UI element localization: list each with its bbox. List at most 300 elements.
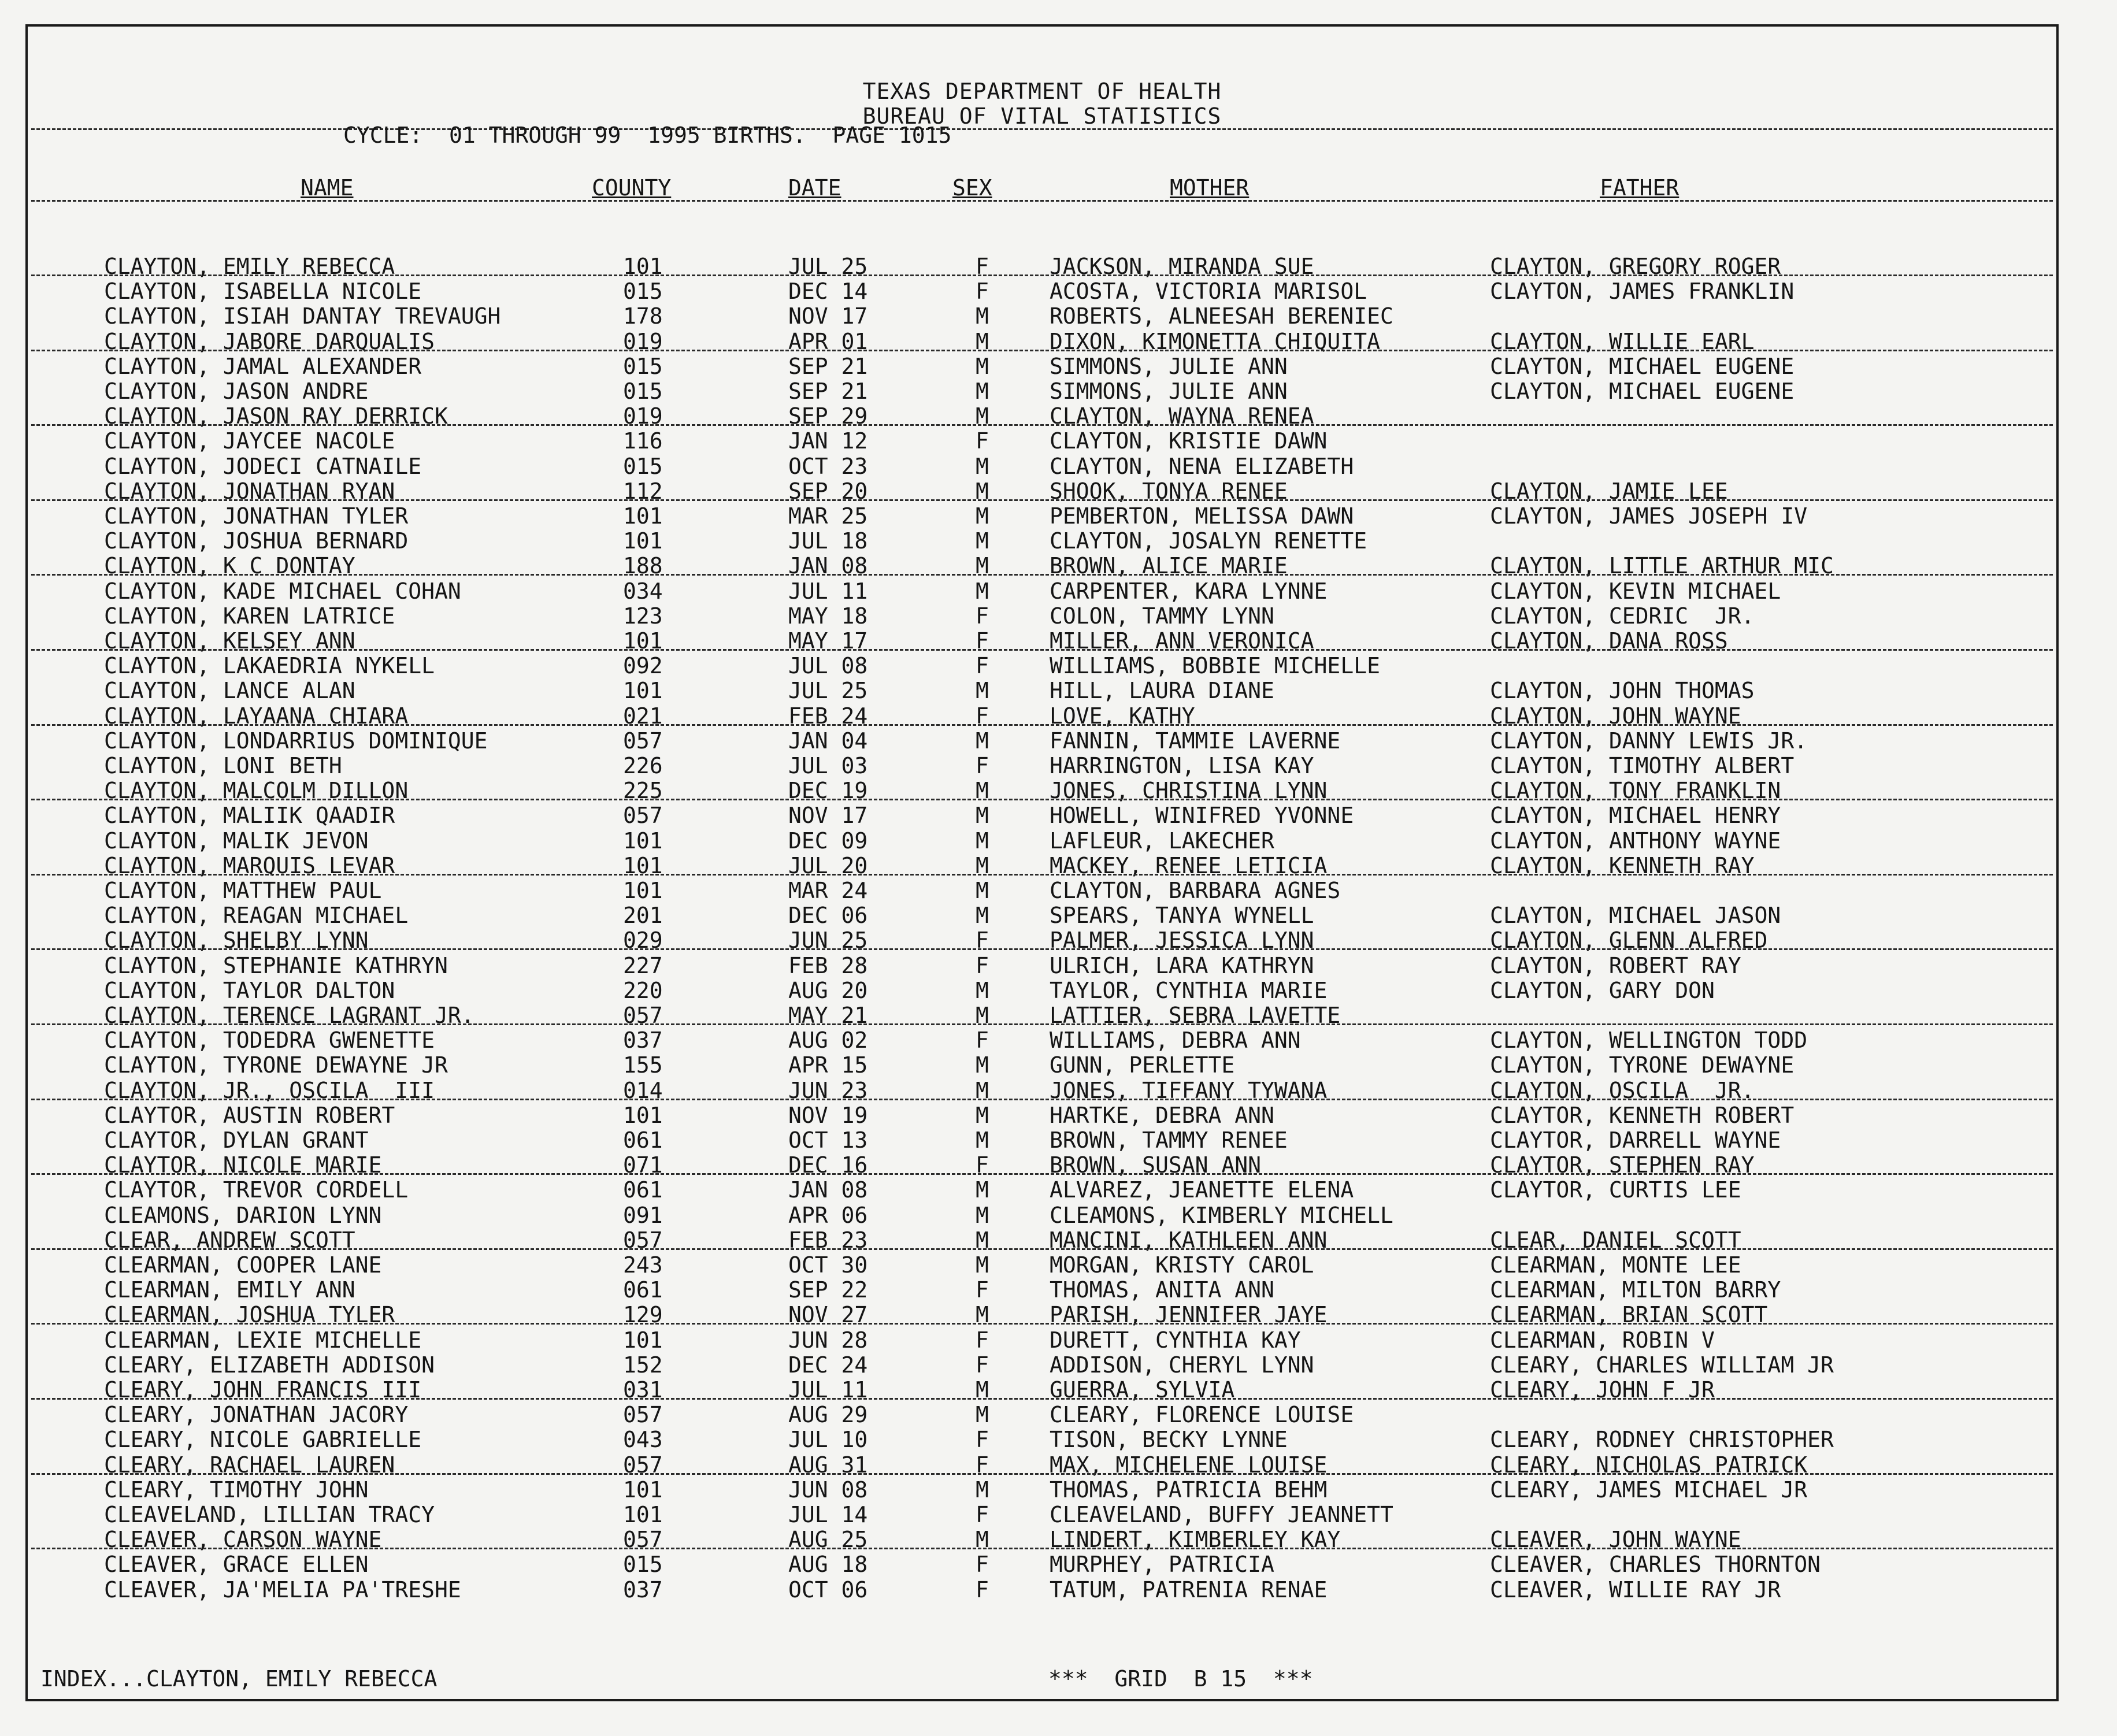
record-county: 057 bbox=[623, 803, 663, 829]
record-county: 155 bbox=[623, 1052, 663, 1078]
record-sex: M bbox=[976, 503, 989, 529]
record-county: 101 bbox=[623, 503, 663, 529]
report-title-line2: BUREAU OF VITAL STATISTICS bbox=[862, 103, 1222, 129]
record-sex: F bbox=[976, 279, 989, 305]
record-name: CLAYTON, LONDARRIUS DOMINIQUE bbox=[104, 728, 488, 754]
record-name: CLAYTON, ISIAH DANTAY TREVAUGH bbox=[104, 303, 501, 329]
record-sex: M bbox=[976, 1202, 989, 1228]
row-divider bbox=[31, 350, 2053, 351]
record-mother: CLAYTON, NENA ELIZABETH bbox=[1050, 453, 1354, 479]
record-date: AUG 02 bbox=[788, 1027, 868, 1054]
record-mother: MANCINI, KATHLEEN ANN bbox=[1050, 1227, 1328, 1253]
record-sex: M bbox=[976, 878, 989, 903]
record-date: DEC 06 bbox=[788, 903, 868, 929]
record-county: 015 bbox=[623, 353, 663, 379]
record-mother: MORGAN, KRISTY CAROL bbox=[1050, 1252, 1314, 1278]
record-sex: M bbox=[976, 303, 989, 329]
record-father: CLEARMAN, MILTON BARRY bbox=[1490, 1277, 1781, 1303]
record-father: CLAYTON, JOHN WAYNE bbox=[1490, 703, 1741, 729]
record-mother: JONES, TIFFANY TYWANA bbox=[1050, 1077, 1328, 1103]
record-father: CLAYTON, WELLINGTON TODD bbox=[1490, 1027, 1808, 1054]
record-sex: F bbox=[976, 1327, 989, 1353]
record-father: CLAYTON, GLENN ALFRED bbox=[1490, 928, 1768, 954]
record-mother: BROWN, TAMMY RENEE bbox=[1050, 1127, 1288, 1153]
record-date: AUG 31 bbox=[788, 1452, 868, 1478]
record-father: CLAYTON, MICHAEL JASON bbox=[1490, 903, 1781, 929]
record-county: 031 bbox=[623, 1377, 663, 1403]
record-sex: M bbox=[976, 977, 989, 1003]
record-sex: M bbox=[976, 553, 989, 579]
record-father: CLAYTON, KEVIN MICHAEL bbox=[1490, 578, 1781, 604]
record-date: OCT 13 bbox=[788, 1127, 868, 1153]
record-date: AUG 20 bbox=[788, 977, 868, 1003]
record-mother: LOVE, KATHY bbox=[1050, 703, 1195, 729]
record-county: 101 bbox=[623, 878, 663, 903]
record-father: CLAYTOR, DARRELL WAYNE bbox=[1490, 1127, 1781, 1153]
record-date: JAN 12 bbox=[788, 428, 868, 454]
record-county: 101 bbox=[623, 1477, 663, 1503]
record-name: CLAYTON, TODEDRA GWENETTE bbox=[104, 1027, 435, 1054]
record-name: CLEAMONS, DARION LYNN bbox=[104, 1202, 382, 1228]
record-mother: WILLIAMS, DEBRA ANN bbox=[1050, 1027, 1301, 1054]
record-father: CLEARMAN, MONTE LEE bbox=[1490, 1252, 1741, 1278]
record-sex: F bbox=[976, 1552, 989, 1578]
row-divider bbox=[31, 724, 2053, 726]
record-county: 019 bbox=[623, 403, 663, 429]
record-sex: M bbox=[976, 403, 989, 429]
record-mother: BROWN, ALICE MARIE bbox=[1050, 553, 1288, 579]
record-date: JUL 10 bbox=[788, 1427, 868, 1453]
record-county: 226 bbox=[623, 753, 663, 778]
record-father: CLAYTON, MICHAEL HENRY bbox=[1490, 803, 1781, 829]
record-mother: HILL, LAURA DIANE bbox=[1050, 678, 1274, 704]
divider bbox=[31, 200, 2053, 202]
record-father: CLAYTON, JOHN THOMAS bbox=[1490, 678, 1755, 704]
column-header-sex: SEX bbox=[952, 175, 992, 201]
record-date: DEC 09 bbox=[788, 828, 868, 854]
record-father: CLAYTON, TIMOTHY ALBERT bbox=[1490, 753, 1795, 778]
record-county: 201 bbox=[623, 903, 663, 929]
record-mother: WILLIAMS, BOBBIE MICHELLE bbox=[1050, 653, 1380, 679]
record-sex: M bbox=[976, 1402, 989, 1428]
record-date: APR 06 bbox=[788, 1202, 868, 1228]
record-mother: CLEAVELAND, BUFFY JEANNETT bbox=[1050, 1502, 1393, 1527]
row-divider bbox=[31, 948, 2053, 950]
record-mother: TATUM, PATRENIA RENAE bbox=[1050, 1577, 1328, 1603]
record-name: CLAYTON, JONATHAN RYAN bbox=[104, 478, 395, 504]
record-mother: FANNIN, TAMMIE LAVERNE bbox=[1050, 728, 1341, 754]
record-date: AUG 18 bbox=[788, 1552, 868, 1578]
record-mother: THOMAS, PATRICIA BEHM bbox=[1050, 1477, 1328, 1503]
record-mother: DURETT, CYNTHIA KAY bbox=[1050, 1327, 1301, 1353]
record-county: 021 bbox=[623, 703, 663, 729]
record-father: CLAYTON, MICHAEL EUGENE bbox=[1490, 353, 1795, 379]
record-name: CLAYTON, EMILY REBECCA bbox=[104, 254, 395, 279]
record-date: SEP 22 bbox=[788, 1277, 868, 1303]
record-name: CLAYTON, LONI BETH bbox=[104, 753, 342, 778]
record-county: 071 bbox=[623, 1152, 663, 1178]
column-header-father: FATHER bbox=[1600, 175, 1679, 201]
record-date: JUL 25 bbox=[788, 254, 868, 279]
record-name: CLAYTON, STEPHANIE KATHRYN bbox=[104, 952, 448, 978]
record-sex: F bbox=[976, 1502, 989, 1527]
record-name: CLAYTON, MALIIK QAADIR bbox=[104, 803, 395, 829]
record-mother: LINDERT, KIMBERLEY KAY bbox=[1050, 1527, 1341, 1553]
record-sex: F bbox=[976, 753, 989, 778]
record-county: 178 bbox=[623, 303, 663, 329]
record-county: 243 bbox=[623, 1252, 663, 1278]
record-father: CLEARY, NICHOLAS PATRICK bbox=[1490, 1452, 1808, 1478]
record-county: 101 bbox=[623, 1102, 663, 1128]
record-date: JUL 08 bbox=[788, 653, 868, 679]
record-mother: SIMMONS, JULIE ANN bbox=[1050, 379, 1288, 404]
record-father: CLAYTON, DANA ROSS bbox=[1490, 628, 1728, 654]
row-divider bbox=[31, 799, 2053, 800]
record-county: 014 bbox=[623, 1077, 663, 1103]
record-date: NOV 19 bbox=[788, 1102, 868, 1128]
record-date: JUL 03 bbox=[788, 753, 868, 778]
record-father: CLAYTOR, CURTIS LEE bbox=[1490, 1177, 1741, 1203]
record-date: JUN 25 bbox=[788, 928, 868, 954]
record-father: CLAYTON, LITTLE ARTHUR MIC bbox=[1490, 553, 1834, 579]
record-sex: M bbox=[976, 478, 989, 504]
record-mother: HARTKE, DEBRA ANN bbox=[1050, 1102, 1274, 1128]
record-date: MAY 21 bbox=[788, 1003, 868, 1028]
record-date: SEP 29 bbox=[788, 403, 868, 429]
record-name: CLAYTOR, TREVOR CORDELL bbox=[104, 1177, 409, 1203]
row-divider bbox=[31, 424, 2053, 426]
record-sex: M bbox=[976, 1302, 989, 1328]
record-sex: F bbox=[976, 928, 989, 954]
record-name: CLEAVER, JA'MELIA PA'TRESHE bbox=[104, 1577, 461, 1603]
record-mother: PALMER, JESSICA LYNN bbox=[1050, 928, 1314, 954]
record-date: AUG 25 bbox=[788, 1527, 868, 1553]
record-date: JUL 20 bbox=[788, 852, 868, 878]
record-county: 061 bbox=[623, 1277, 663, 1303]
record-sex: M bbox=[976, 1227, 989, 1253]
record-sex: M bbox=[976, 328, 989, 354]
record-father: CLAYTON, MICHAEL EUGENE bbox=[1490, 379, 1795, 404]
record-name: CLEARMAN, JOSHUA TYLER bbox=[104, 1302, 395, 1328]
record-county: 227 bbox=[623, 952, 663, 978]
record-mother: ADDISON, CHERYL LYNN bbox=[1050, 1352, 1314, 1378]
row-divider bbox=[31, 1548, 2053, 1549]
record-name: CLAYTON, ISABELLA NICOLE bbox=[104, 279, 422, 305]
record-county: 092 bbox=[623, 653, 663, 679]
record-sex: M bbox=[976, 528, 989, 554]
record-date: MAY 18 bbox=[788, 603, 868, 629]
record-county: 152 bbox=[623, 1352, 663, 1378]
record-name: CLEAR, ANDREW SCOTT bbox=[104, 1227, 355, 1253]
record-date: JAN 04 bbox=[788, 728, 868, 754]
record-father: CLAYTON, TONY FRANKLIN bbox=[1490, 778, 1781, 804]
record-mother: PEMBERTON, MELISSA DAWN bbox=[1050, 503, 1354, 529]
record-father: CLEAVER, WILLIE RAY JR bbox=[1490, 1577, 1781, 1603]
record-sex: F bbox=[976, 653, 989, 679]
record-date: JUL 11 bbox=[788, 1377, 868, 1403]
record-date: JUN 08 bbox=[788, 1477, 868, 1503]
record-county: 029 bbox=[623, 928, 663, 954]
record-date: NOV 17 bbox=[788, 803, 868, 829]
record-name: CLEARY, TIMOTHY JOHN bbox=[104, 1477, 369, 1503]
record-county: 015 bbox=[623, 379, 663, 404]
record-mother: CLAYTON, KRISTIE DAWN bbox=[1050, 428, 1328, 454]
report-cycle-line: CYCLE: 01 THROUGH 99 1995 BIRTHS. PAGE 1015 bbox=[343, 123, 952, 148]
record-sex: F bbox=[976, 1577, 989, 1603]
record-date: DEC 16 bbox=[788, 1152, 868, 1178]
row-divider bbox=[31, 1099, 2053, 1100]
record-father: CLEARMAN, ROBIN V bbox=[1490, 1327, 1715, 1353]
record-name: CLAYTON, JOSHUA BERNARD bbox=[104, 528, 409, 554]
record-date: FEB 23 bbox=[788, 1227, 868, 1253]
record-mother: BROWN, SUSAN ANN bbox=[1050, 1152, 1262, 1178]
record-date: NOV 17 bbox=[788, 303, 868, 329]
record-sex: M bbox=[976, 1102, 989, 1128]
record-sex: M bbox=[976, 803, 989, 829]
record-name: CLAYTON, MALCOLM DILLON bbox=[104, 778, 409, 804]
record-father: CLAYTON, TYRONE DEWAYNE bbox=[1490, 1052, 1795, 1078]
record-name: CLAYTON, TYRONE DEWAYNE JR bbox=[104, 1052, 448, 1078]
record-name: CLAYTON, KAREN LATRICE bbox=[104, 603, 395, 629]
record-date: JUL 11 bbox=[788, 578, 868, 604]
record-county: 061 bbox=[623, 1177, 663, 1203]
record-county: 019 bbox=[623, 328, 663, 354]
record-father: CLAYTON, WILLIE EARL bbox=[1490, 328, 1755, 354]
record-father: CLAYTON, JAMIE LEE bbox=[1490, 478, 1728, 504]
record-county: 057 bbox=[623, 1452, 663, 1478]
record-sex: M bbox=[976, 1477, 989, 1503]
record-name: CLAYTON, JAMAL ALEXANDER bbox=[104, 353, 422, 379]
record-father: CLAYTON, ROBERT RAY bbox=[1490, 952, 1741, 978]
record-father: CLEAVER, JOHN WAYNE bbox=[1490, 1527, 1741, 1553]
record-county: 091 bbox=[623, 1202, 663, 1228]
record-name: CLAYTON, JASON ANDRE bbox=[104, 379, 369, 404]
record-county: 057 bbox=[623, 1227, 663, 1253]
record-sex: M bbox=[976, 1527, 989, 1553]
record-sex: M bbox=[976, 728, 989, 754]
record-county: 225 bbox=[623, 778, 663, 804]
record-name: CLAYTON, MARQUIS LEVAR bbox=[104, 852, 395, 878]
row-divider bbox=[31, 275, 2053, 276]
record-date: APR 15 bbox=[788, 1052, 868, 1078]
record-sex: M bbox=[976, 1003, 989, 1028]
record-mother: ROBERTS, ALNEESAH BERENIEC bbox=[1050, 303, 1393, 329]
record-mother: CLEARY, FLORENCE LOUISE bbox=[1050, 1402, 1354, 1428]
record-name: CLEARMAN, EMILY ANN bbox=[104, 1277, 355, 1303]
record-sex: F bbox=[976, 603, 989, 629]
record-name: CLAYTON, MALIK JEVON bbox=[104, 828, 369, 854]
record-sex: F bbox=[976, 1152, 989, 1178]
record-name: CLAYTON, JODECI CATNAILE bbox=[104, 453, 422, 479]
record-name: CLAYTOR, DYLAN GRANT bbox=[104, 1127, 369, 1153]
record-county: 037 bbox=[623, 1027, 663, 1054]
record-date: JAN 08 bbox=[788, 1177, 868, 1203]
record-father: CLEARY, CHARLES WILLIAM JR bbox=[1490, 1352, 1834, 1378]
record-mother: LATTIER, SEBRA LAVETTE bbox=[1050, 1003, 1341, 1028]
record-sex: M bbox=[976, 1052, 989, 1078]
record-name: CLEARMAN, COOPER LANE bbox=[104, 1252, 382, 1278]
record-county: 116 bbox=[623, 428, 663, 454]
record-county: 101 bbox=[623, 852, 663, 878]
record-mother: HARRINGTON, LISA KAY bbox=[1050, 753, 1314, 778]
record-county: 101 bbox=[623, 1502, 663, 1527]
record-sex: M bbox=[976, 678, 989, 704]
record-father: CLAYTON, JAMES JOSEPH IV bbox=[1490, 503, 1808, 529]
record-father: CLAYTON, OSCILA JR. bbox=[1490, 1077, 1755, 1103]
record-county: 220 bbox=[623, 977, 663, 1003]
record-mother: PARISH, JENNIFER JAYE bbox=[1050, 1302, 1328, 1328]
row-divider bbox=[31, 499, 2053, 501]
record-mother: TISON, BECKY LYNNE bbox=[1050, 1427, 1288, 1453]
record-sex: F bbox=[976, 1027, 989, 1054]
record-name: CLEARY, NICOLE GABRIELLE bbox=[104, 1427, 422, 1453]
record-name: CLAYTON, KADE MICHAEL COHAN bbox=[104, 578, 461, 604]
record-name: CLAYTON, JR., OSCILA III bbox=[104, 1077, 435, 1103]
record-date: OCT 23 bbox=[788, 453, 868, 479]
record-mother: CLAYTON, WAYNA RENEA bbox=[1050, 403, 1314, 429]
record-sex: F bbox=[976, 1352, 989, 1378]
record-county: 043 bbox=[623, 1427, 663, 1453]
record-sex: F bbox=[976, 1452, 989, 1478]
row-divider bbox=[31, 1323, 2053, 1325]
record-mother: CLAYTON, JOSALYN RENETTE bbox=[1050, 528, 1367, 554]
record-name: CLAYTOR, NICOLE MARIE bbox=[104, 1152, 382, 1178]
record-sex: M bbox=[976, 353, 989, 379]
record-date: NOV 27 bbox=[788, 1302, 868, 1328]
record-county: 188 bbox=[623, 553, 663, 579]
record-county: 057 bbox=[623, 1003, 663, 1028]
report-frame bbox=[25, 24, 2059, 1701]
record-county: 034 bbox=[623, 578, 663, 604]
record-date: JUL 18 bbox=[788, 528, 868, 554]
record-father: CLEARY, RODNEY CHRISTOPHER bbox=[1490, 1427, 1834, 1453]
record-sex: F bbox=[976, 1277, 989, 1303]
record-father: CLAYTON, GARY DON bbox=[1490, 977, 1715, 1003]
record-father: CLEAVER, CHARLES THORNTON bbox=[1490, 1552, 1821, 1578]
record-county: 057 bbox=[623, 1527, 663, 1553]
record-mother: DIXON, KIMONETTA CHIQUITA bbox=[1050, 328, 1380, 354]
record-mother: MILLER, ANN VERONICA bbox=[1050, 628, 1314, 654]
record-county: 101 bbox=[623, 678, 663, 704]
record-date: AUG 29 bbox=[788, 1402, 868, 1428]
record-father: CLAYTON, JAMES FRANKLIN bbox=[1490, 279, 1795, 305]
record-mother: ALVAREZ, JEANETTE ELENA bbox=[1050, 1177, 1354, 1203]
record-name: CLAYTON, LAKAEDRIA NYKELL bbox=[104, 653, 435, 679]
record-mother: TAYLOR, CYNTHIA MARIE bbox=[1050, 977, 1328, 1003]
record-county: 061 bbox=[623, 1127, 663, 1153]
record-date: DEC 19 bbox=[788, 778, 868, 804]
record-name: CLEARY, ELIZABETH ADDISON bbox=[104, 1352, 435, 1378]
record-mother: CLEAMONS, KIMBERLY MICHELL bbox=[1050, 1202, 1393, 1228]
row-divider bbox=[31, 1023, 2053, 1025]
record-county: 057 bbox=[623, 728, 663, 754]
record-date: JUN 28 bbox=[788, 1327, 868, 1353]
record-name: CLAYTON, KELSEY ANN bbox=[104, 628, 355, 654]
record-name: CLAYTON, TAYLOR DALTON bbox=[104, 977, 395, 1003]
record-sex: F bbox=[976, 428, 989, 454]
row-divider bbox=[31, 1173, 2053, 1175]
record-name: CLEARY, RACHAEL LAUREN bbox=[104, 1452, 395, 1478]
record-name: CLAYTON, SHELBY LYNN bbox=[104, 928, 369, 954]
column-header-date: DATE bbox=[788, 175, 841, 201]
record-father: CLEAR, DANIEL SCOTT bbox=[1490, 1227, 1741, 1253]
record-father: CLAYTON, ANTHONY WAYNE bbox=[1490, 828, 1781, 854]
record-county: 101 bbox=[623, 528, 663, 554]
record-sex: M bbox=[976, 1252, 989, 1278]
record-date: JAN 08 bbox=[788, 553, 868, 579]
report-title-line1: TEXAS DEPARTMENT OF HEALTH bbox=[862, 79, 1222, 104]
record-county: 101 bbox=[623, 628, 663, 654]
record-name: CLAYTON, REAGAN MICHAEL bbox=[104, 903, 409, 929]
record-mother: MAX, MICHELENE LOUISE bbox=[1050, 1452, 1328, 1478]
record-sex: F bbox=[976, 254, 989, 279]
record-sex: M bbox=[976, 828, 989, 854]
record-mother: JONES, CHRISTINA LYNN bbox=[1050, 778, 1328, 804]
record-date: MAR 24 bbox=[788, 878, 868, 903]
record-mother: COLON, TAMMY LYNN bbox=[1050, 603, 1274, 629]
footer-index: INDEX...CLAYTON, EMILY REBECCA bbox=[40, 1666, 438, 1692]
record-name: CLAYTOR, AUSTIN ROBERT bbox=[104, 1102, 395, 1128]
column-header-county: COUNTY bbox=[592, 175, 672, 201]
record-name: CLAYTON, LAYAANA CHIARA bbox=[104, 703, 409, 729]
record-name: CLAYTON, JABORE DARQUALIS bbox=[104, 328, 435, 354]
record-sex: F bbox=[976, 1427, 989, 1453]
record-name: CLAYTON, TERENCE LAGRANT JR. bbox=[104, 1003, 474, 1028]
record-father: CLEARY, JOHN F JR bbox=[1490, 1377, 1715, 1403]
record-sex: M bbox=[976, 1077, 989, 1103]
record-date: OCT 06 bbox=[788, 1577, 868, 1603]
divider bbox=[31, 128, 2053, 130]
record-county: 057 bbox=[623, 1402, 663, 1428]
row-divider bbox=[31, 649, 2053, 651]
record-name: CLAYTON, K C DONTAY bbox=[104, 553, 355, 579]
record-mother: GUERRA, SYLVIA bbox=[1050, 1377, 1235, 1403]
record-date: JUL 14 bbox=[788, 1502, 868, 1527]
record-mother: ULRICH, LARA KATHRYN bbox=[1050, 952, 1314, 978]
record-father: CLAYTON, CEDRIC JR. bbox=[1490, 603, 1755, 629]
record-date: SEP 20 bbox=[788, 478, 868, 504]
record-sex: F bbox=[976, 703, 989, 729]
record-father: CLEARY, JAMES MICHAEL JR bbox=[1490, 1477, 1808, 1503]
column-header-name: NAME bbox=[301, 175, 354, 201]
column-header-mother: MOTHER bbox=[1170, 175, 1250, 201]
record-county: 015 bbox=[623, 279, 663, 305]
record-county: 123 bbox=[623, 603, 663, 629]
record-name: CLAYTON, JAYCEE NACOLE bbox=[104, 428, 395, 454]
record-date: DEC 24 bbox=[788, 1352, 868, 1378]
footer-grid: *** GRID B 15 *** bbox=[1048, 1666, 1313, 1692]
record-name: CLEAVELAND, LILLIAN TRACY bbox=[104, 1502, 435, 1527]
record-father: CLAYTON, KENNETH RAY bbox=[1490, 852, 1755, 878]
record-sex: M bbox=[976, 1177, 989, 1203]
record-sex: M bbox=[976, 1377, 989, 1403]
record-date: JUL 25 bbox=[788, 678, 868, 704]
record-name: CLEARMAN, LEXIE MICHELLE bbox=[104, 1327, 422, 1353]
record-sex: F bbox=[976, 952, 989, 978]
record-name: CLEAVER, CARSON WAYNE bbox=[104, 1527, 382, 1553]
record-date: SEP 21 bbox=[788, 353, 868, 379]
record-mother: SPEARS, TANYA WYNELL bbox=[1050, 903, 1314, 929]
record-mother: JACKSON, MIRANDA SUE bbox=[1050, 254, 1314, 279]
record-date: SEP 21 bbox=[788, 379, 868, 404]
record-name: CLEARY, JONATHAN JACORY bbox=[104, 1402, 409, 1428]
record-county: 101 bbox=[623, 254, 663, 279]
record-county: 037 bbox=[623, 1577, 663, 1603]
record-name: CLAYTON, JONATHAN TYLER bbox=[104, 503, 409, 529]
record-father: CLAYTON, DANNY LEWIS JR. bbox=[1490, 728, 1808, 754]
record-county: 015 bbox=[623, 453, 663, 479]
record-county: 101 bbox=[623, 828, 663, 854]
